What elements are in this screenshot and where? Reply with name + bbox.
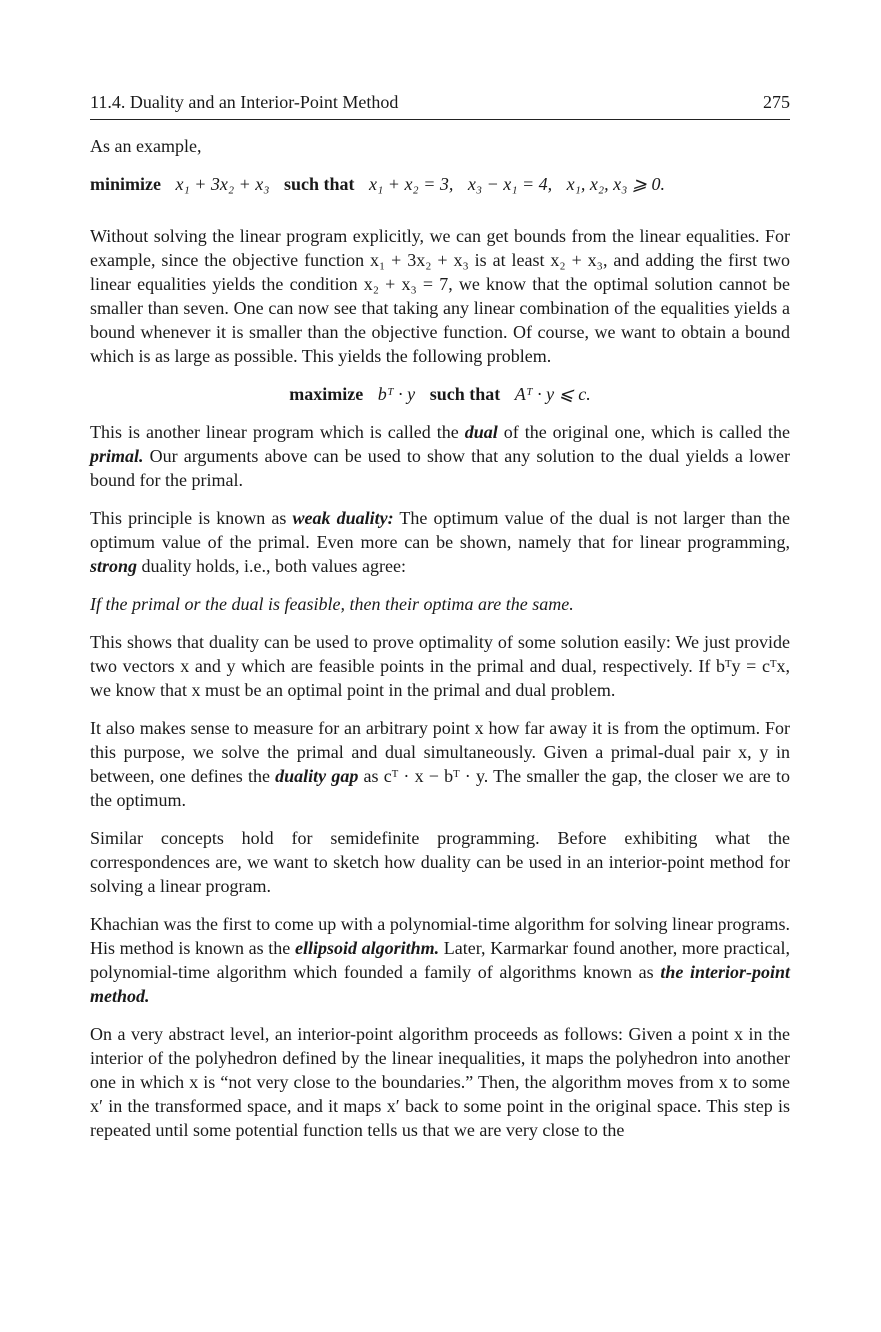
paragraph-bounds: Without solving the linear program explicitly, we can get bounds from the linear equalities. For example, since the objective function x₁ + 3x₂ + x₃ is at least x₂ + x₃, and adding the first two linear equalities yields the condition x₂ + x₃ = 7, we know that the optimal solution cannot be smaller than seven. One can now see that taking any linear combination of the equalities yields a bound whenever it is smaller than the objective function. Of course, we want to obtain a bound which is as large as possible. This yields the following problem.: [90, 226, 790, 366]
dual-constraint: Aᵀ · y ⩽ c.: [514, 384, 591, 404]
term-interior-point-method: the interior-point method.: [90, 962, 790, 1006]
term-strong: strong: [90, 556, 138, 576]
paragraph-dual: This is another linear program which is called the dual of the original one, which is called the primal. Our arguments above can be used to show that any solution to the dual yields a lower bound for the primal.: [90, 422, 790, 490]
theorem-statement: If the primal or the dual is feasible, then their optima are the same.: [90, 594, 574, 614]
primal-constraint-2: x₃ − x₁ = 4,: [467, 174, 553, 194]
dual-problem: [90, 382, 790, 406]
keyword-minimize: minimize: [90, 174, 161, 194]
term-ellipsoid-algorithm: ellipsoid algorithm.: [294, 938, 440, 958]
page-number: 275: [763, 92, 790, 112]
paragraph-interior-point: On a very abstract level, an interior-point algorithm proceeds as follows: Given a point x in the interior of the polyhedron defined by the linear inequalities, it maps the polyhedron into another one in which x is “not very close to the boundaries.” Then, the algorithm moves from x to some x′ in the transformed space, and it maps x′ back to some point in the original space. This step is repeated until some potential function tells us that we are very close to the: [90, 1024, 790, 1140]
term-weak-duality: weak duality:: [292, 508, 394, 528]
primal-constraint-3: x₁, x₂, x₃ ⩾ 0.: [566, 174, 665, 194]
term-dual: dual: [464, 422, 498, 442]
term-duality-gap: duality gap: [275, 766, 359, 786]
paragraph-semidefinite: Similar concepts hold for semidefinite programming. Before exhibiting what the correspondences are, we want to sketch how duality can be used in an interior-point method for solving a linear program.: [90, 828, 790, 896]
primal-objective: x₁ + 3x₂ + x₃: [175, 174, 270, 194]
primal-constraint-1: x₁ + x₂ = 3,: [369, 174, 454, 194]
dual-objective: bᵀ · y: [377, 384, 416, 404]
page: [90, 92, 790, 1142]
keyword-maximize: maximize: [289, 384, 364, 404]
keyword-such-that: such that: [284, 174, 355, 194]
section-title: 11.4. Duality and an Interior-Point Method: [90, 92, 399, 112]
term-primal: primal.: [90, 446, 144, 466]
paragraph-intro: As an example,: [90, 136, 202, 156]
paragraph-weak-duality: This principle is known as weak duality: The optimum value of the dual is not larger than the optimum value of the primal. Even more can be shown, namely that for linear programming, strong duality holds, i.e., both values agree:: [90, 508, 790, 576]
keyword-such-that: such that: [429, 384, 501, 404]
paragraph-optimality: This shows that duality can be used to prove optimality of some solution easily: We just provide two vectors x and y which are feasible points in the primal and dual, respectively. If bᵀy = cᵀx, we know that x must be an optimal point in the primal and dual problem.: [90, 632, 790, 700]
primal-problem: [90, 172, 790, 196]
paragraph-duality-gap: It also makes sense to measure for an arbitrary point x how far away it is from the optimum. For this purpose, we solve the primal and dual simultaneously. Given a primal-dual pair x, y in between, one defines the duality gap as cᵀ · x − bᵀ · y. The smaller the gap, the closer we are to the optimum.: [90, 718, 790, 810]
paragraph-khachian: Khachian was the first to come up with a polynomial-time algorithm for solving linear programs. His method is known as the ellipsoid algorithm. Later, Karmarkar found another, more practical, polynomial-time algorithm which founded a family of algorithms known as the interior-point method.: [90, 914, 790, 1006]
running-header: [90, 92, 790, 120]
